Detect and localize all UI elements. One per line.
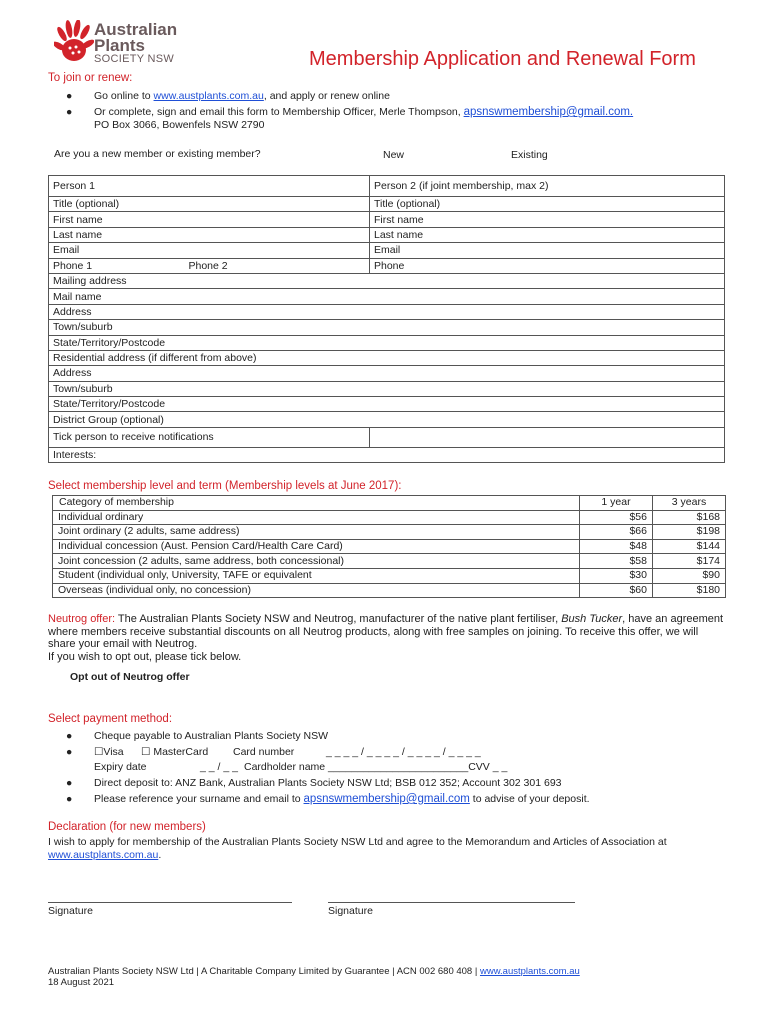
declaration-end: . [158, 848, 162, 861]
mailing-street-field[interactable]: Address [49, 304, 725, 319]
join-heading: To join or renew: [48, 72, 133, 84]
reference-pre: Please reference your surname and email to [94, 793, 304, 805]
neutrog-paragraph [48, 613, 728, 663]
mailing-town-field[interactable]: Town/suburb [49, 320, 725, 335]
level-price-3y[interactable]: $144 [653, 539, 726, 554]
level-category: Student (individual only, University, TAFE or equivalent [53, 568, 580, 583]
expiry-field[interactable]: _ _ / _ _ [200, 761, 238, 773]
signature-line-2[interactable] [328, 902, 575, 903]
neutrog-label: Neutrog offer: [48, 613, 116, 625]
p2-last-name-field[interactable]: Last name [370, 227, 725, 242]
district-group-field[interactable]: District Group (optional) [49, 412, 725, 427]
society-logo [54, 20, 184, 66]
level-category: Individual concession (Aust. Pension Card/Health Care Card) [53, 539, 580, 554]
residential-street-field[interactable]: Address [49, 366, 725, 381]
neutrog-text-3: If you wish to opt out, please tick below. [48, 650, 242, 663]
interests-field[interactable]: Interests: [49, 447, 725, 462]
payment-heading: Select payment method: [48, 713, 173, 725]
mail-name-field[interactable]: Mail name [49, 289, 725, 304]
level-category: Overseas (individual only, no concession) [53, 583, 580, 598]
level-row[interactable] [53, 539, 726, 554]
level-price-1y[interactable]: $60 [580, 583, 653, 598]
level-price-3y[interactable]: $180 [653, 583, 726, 598]
p1-email-field[interactable]: Email [49, 243, 370, 258]
p1-title-field[interactable]: Title (optional) [49, 197, 370, 212]
signature-line-1[interactable] [48, 902, 292, 903]
footer-date: 18 August 2021 [48, 977, 115, 988]
mailing-state-field[interactable]: State/Territory/Postcode [49, 335, 725, 350]
card-number-field[interactable]: _ _ _ _ / _ _ _ _ / _ _ _ _ / _ _ _ _ [326, 746, 481, 758]
level-price-1y[interactable]: $66 [580, 525, 653, 540]
membership-email-link[interactable]: apsnswmembership@gmail.com. [463, 106, 634, 118]
declaration-text [48, 836, 708, 861]
notification-person2-tick[interactable] [370, 427, 725, 447]
level-price-3y[interactable]: $198 [653, 525, 726, 540]
level-category: Joint ordinary (2 adults, same address) [53, 525, 580, 540]
expiry-label: Expiry date [94, 761, 147, 773]
join-online-pre: Go online to [94, 90, 154, 102]
reference-post: to advise of your deposit. [469, 793, 590, 805]
footer-website-link[interactable]: www.austplants.com.au [479, 966, 580, 977]
mastercard-checkbox[interactable]: ☐ MasterCard [141, 746, 209, 758]
po-box: PO Box 3066, Bowenfels NSW 2790 [94, 119, 265, 131]
member-question: Are you a new member or existing member? [54, 148, 261, 160]
level-price-1y[interactable]: $30 [580, 568, 653, 583]
neutrog-text-1: The Australian Plants Society NSW and Neutrog, manufacturer of the native plant fertiliser, [115, 613, 562, 625]
person-details-table [48, 175, 725, 463]
join-email-pre: Or complete, sign and email this form to Membership Officer, Merle Thompson, [94, 106, 464, 118]
membership-levels-table [52, 495, 726, 598]
neutrog-opt-out[interactable]: Opt out of Neutrog offer [70, 671, 190, 683]
p2-phone-field[interactable]: Phone [370, 258, 725, 273]
mailing-address-header: Mailing address [49, 273, 725, 288]
level-row[interactable] [53, 554, 726, 569]
option-existing[interactable]: Existing [511, 149, 548, 161]
cardholder-field[interactable]: Cardholder name ________________________CVV _ _ [244, 761, 508, 773]
join-online-post: , and apply or renew online [263, 90, 390, 102]
level-row[interactable] [53, 568, 726, 583]
card-number-label: Card number [233, 746, 295, 758]
level-price-1y[interactable]: $56 [580, 510, 653, 525]
level-price-3y[interactable]: $174 [653, 554, 726, 569]
logo-line-2: Plants [94, 36, 146, 55]
level-price-3y[interactable]: $168 [653, 510, 726, 525]
level-category: Individual ordinary [53, 510, 580, 525]
logo-line-1: Australian [94, 20, 178, 39]
notification-person-tick[interactable] [49, 427, 370, 447]
signature-label-2: Signature [328, 905, 373, 917]
residential-town-field[interactable]: Town/suburb [49, 381, 725, 396]
page-title: Membership Application and Renewal Form [309, 48, 696, 70]
level-price-1y[interactable]: $48 [580, 539, 653, 554]
col-1-year: 1 year [580, 496, 653, 511]
phone2-label: Phone 2 [188, 259, 228, 272]
signature-label-1: Signature [48, 905, 93, 917]
visa-checkbox[interactable]: ☐Visa [94, 746, 124, 758]
p1-first-name-field[interactable]: First name [49, 212, 370, 227]
phone1-label: Phone 1 [53, 259, 93, 272]
level-price-3y[interactable]: $90 [653, 568, 726, 583]
level-price-1y[interactable]: $58 [580, 554, 653, 569]
waratah-flower-icon [54, 20, 94, 66]
residential-address-header: Residential address (if different from above) [49, 350, 725, 365]
person2-header: Person 2 (if joint membership, max 2) [370, 176, 725, 197]
col-3-years: 3 years [653, 496, 726, 511]
footer-company: Australian Plants Society NSW Ltd | A Charitable Company Limited by Guarantee | ACN 002 680 408 | [48, 966, 480, 977]
reference-email-link[interactable]: apsnswmembership@gmail.com [303, 793, 470, 805]
p1-last-name-field[interactable]: Last name [49, 227, 370, 242]
notification-label: Tick person to receive notifications [53, 431, 214, 444]
footer [48, 966, 580, 988]
p1-phone-fields[interactable] [49, 258, 370, 273]
neutrog-product: Bush Tucker [561, 613, 623, 625]
option-new[interactable]: New [383, 149, 405, 161]
levels-heading: Select membership level and term (Membership levels at June 2017): [48, 480, 402, 492]
person1-header: Person 1 [49, 176, 370, 197]
level-row[interactable] [53, 510, 726, 525]
p2-email-field[interactable]: Email [370, 243, 725, 258]
deposit-label: Direct deposit to: ANZ Bank, Australian Plants Society NSW Ltd; BSB 012 352; Account 302 301 693 [94, 777, 562, 789]
p2-title-field[interactable]: Title (optional) [370, 197, 725, 212]
level-row[interactable] [53, 583, 726, 598]
declaration-heading: Declaration (for new members) [48, 821, 206, 833]
col-category: Category of membership [53, 496, 580, 511]
neutrog-text-2: , have an agreement where members receive substantial discounts on all Neutrog products, along with free samples on joining. To receive this offer, we will share your email with Neutrog. [48, 613, 724, 650]
level-category: Joint concession (2 adults, same address, both concessional) [53, 554, 580, 569]
cheque-label: Cheque payable to Australian Plants Society NSW [94, 730, 329, 742]
level-row[interactable] [53, 525, 726, 540]
declaration-body: I wish to apply for membership of the Australian Plants Society NSW Ltd and agree to the Memorandum and Articles of Association at [48, 836, 667, 848]
p2-first-name-field[interactable]: First name [370, 212, 725, 227]
residential-state-field[interactable]: State/Territory/Postcode [49, 397, 725, 412]
website-link[interactable]: www.austplants.com.au [153, 90, 264, 102]
logo-line-3: SOCIETY NSW [94, 53, 175, 65]
declaration-link[interactable]: www.austplants.com.au [48, 848, 159, 861]
